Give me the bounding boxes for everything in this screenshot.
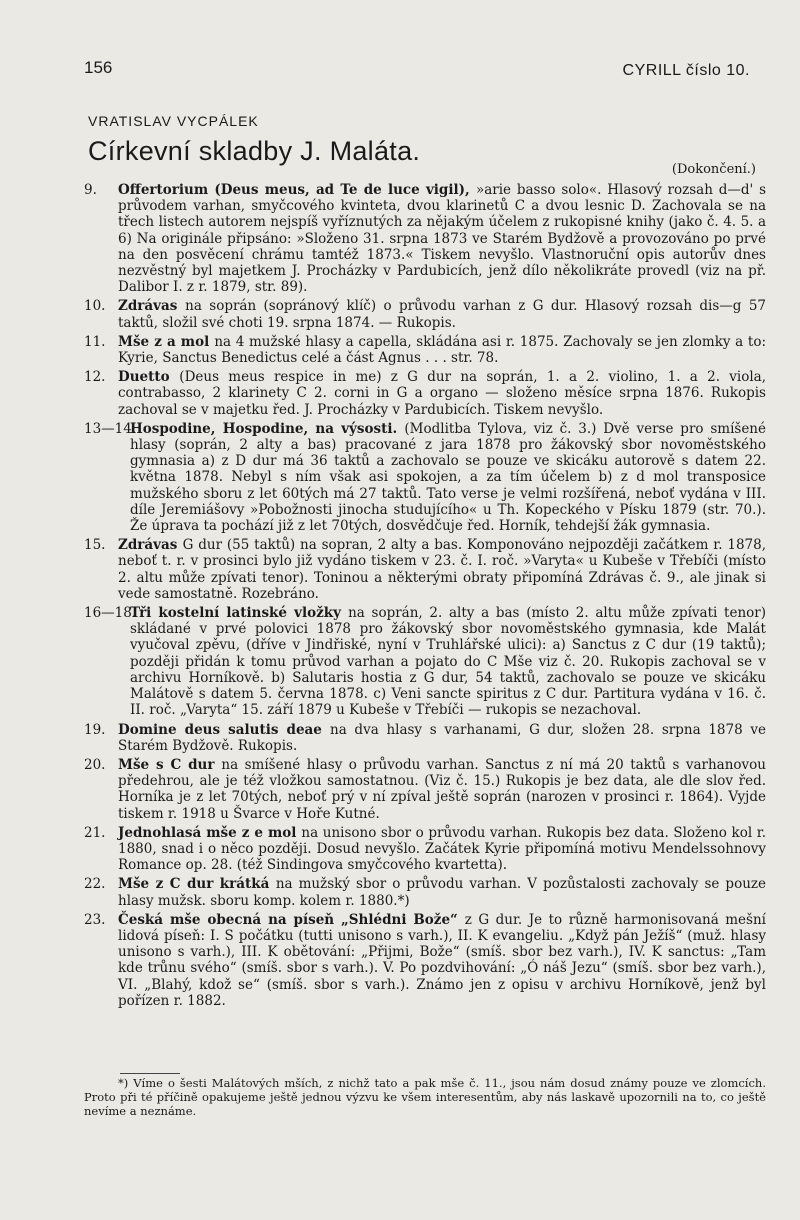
entry-title: Zdrávas	[118, 298, 186, 315]
catalog-entry	[84, 757, 766, 822]
entry-title: Tři kostelní latinské vložky	[130, 605, 349, 622]
article-author: VRATISLAV VYCPÁLEK	[88, 113, 259, 129]
entry-number: 9.	[84, 182, 97, 198]
catalog-entry	[84, 334, 766, 366]
entry-text: na dva hlasy s varhanami, G dur, složen 28. srpna 1878 ve Starém Bydžově. Rukopis.	[118, 721, 766, 754]
entry-text: na soprán (sopránový klíč) o průvodu varhan z G dur. Hlasový rozsah dis—g 57 taktů, složil své choti 19. srpna 1874. — Rukopis.	[118, 298, 767, 331]
entry-text: na smíšené hlasy o průvodu varhan. Sanctus z ní má 20 taktů s varhanovou předehrou, ale je též vložkou samostatnou. (Viz č. 15.) Rukopis je bez data, ale dle slov řed. Horníka je z let 70tých, neboť prý v ní zpíval ještě soprán (narozen v prosinci r. 1864). Vyjde tiskem r. 1918 u Švarce v Hoře Kutné.	[118, 756, 766, 822]
entry-title: Duetto	[118, 369, 180, 386]
entry-number: 11.	[84, 333, 106, 350]
catalog-entry	[84, 182, 766, 295]
entry-title: Zdrávas	[118, 537, 183, 554]
running-title: CYRILL číslo 10.	[622, 62, 750, 79]
catalog-entry	[84, 298, 766, 330]
entry-text: na unisono sbor o průvodu varhan. Rukopis bez data. Složeno kol r. 1880, snad i o něco později. Dosud nevyšlo. Začátek Kyrie připomíná motivu Mendelssohnovy Romance op. 28. (též Sindingova smyčcového kvartetta).	[118, 824, 767, 874]
entry-number: 13—14.	[84, 420, 137, 437]
catalog-entry	[84, 605, 766, 718]
catalog-entries	[84, 182, 766, 1012]
entry-number: 16—18.	[84, 605, 137, 622]
entry-title: Offertorium (Deus meus, ad Te de luce vigil),	[118, 182, 476, 198]
article-title: Církevní skladby J. Maláta.	[88, 136, 421, 166]
entry-number: 23.	[84, 911, 106, 928]
entry-number: 21.	[84, 824, 106, 841]
entry-text: na mužský sbor o průvodu varhan. V pozůstalosti zachovaly se pouze hlasy mužsk. sboru komp. kolem r. 1880.*)	[118, 876, 766, 909]
entry-number: 19.	[84, 721, 106, 738]
article-subnote: (Dokončení.)	[671, 162, 756, 177]
catalog-entry	[84, 369, 766, 418]
catalog-entry	[84, 722, 766, 754]
entry-number: 12.	[84, 369, 106, 386]
entry-text: G dur (55 taktů) na sopran, 2 alty a bas. Komponováno nejpozději začátkem r. 1878, neboť t. r. v prosinci bylo již vydáno tiskem v 23. č. I. roč. »Varyta« u Kubeše v Třebíči (místo 2. altu může zpívati tenor). Toninou a některými obraty připomíná Zdrávas č. 9., ale jinak si vede samostatně. Rozebráno.	[118, 537, 767, 602]
entry-text: (Deus meus respice in me) z G dur na soprán, 1. a 2. violino, 1. a 2. viola, contrabasso, 2 klarinety C 2. corni in G a organo — složeno měsíce srpna 1876. Rukopis zachoval se v majetku řed. J. Procházky v Pardubicích. Tiskem nevyšlo.	[118, 369, 766, 418]
entry-text: (Modlitba Tylova, viz č. 3.) Dvě verse pro smíšené hlasy (soprán, 2 alty a bas) pracované z jara 1878 pro žákovský sbor novoměstského gymnasia a) z D dur má 36 taktů a zachovalo se pouze ve skicáku autorově s datem 22. května 1878. Nebyl s ním však asi spokojen, a za tím účelem b) z d mol transposice mužského sboru z let 60tých má 27 taktů. Tato verse je velmi rozšířená, neboť vydána v III. díle Jeremiášovy »Pobožnosti jinocha studujícího« u Th. Kopeckého v Písku 1879 (str. 70.). Že úprava ta pochází již z let 70tých, dosvědčuje řed. Horník, tehdejší žák gymnasia.	[130, 420, 766, 535]
entry-title: Hospodine, Hospodine, na výsosti.	[130, 420, 405, 437]
entry-title: Mše z a mol	[118, 333, 215, 350]
entry-number: 22.	[84, 876, 106, 893]
catalog-entry	[84, 537, 766, 602]
catalog-entry	[84, 876, 766, 908]
entry-title: Mše s C dur	[118, 756, 222, 773]
entry-title: Česká mše obecná na píseň „Shlédni Bože“	[118, 911, 465, 928]
entry-text: na 4 mužské hlasy a capella, skládána asi r. 1875. Zachovaly se jen zlomky a to: Kyrie, Sanctus Benedictus celé a část Agnus . . . str. 78.	[118, 333, 767, 367]
entry-title: Jednohlasá mše z e mol	[118, 824, 302, 841]
entry-number: 10.	[84, 298, 106, 315]
footnote: *) Víme o šesti Malátových mších, z nichž tato a pak mše č. 11., jsou nám dosud známy pouze ve zlomcích. Proto při té příčině opakujeme ještě jednou výzvu ke všem interesentům, aby nás laskavě upozornili na to, co ještě nevíme a neznáme.	[84, 1076, 766, 1118]
entry-number: 20.	[84, 756, 106, 773]
entry-text: na soprán, 2. alty a bas (místo 2. altu může zpívati tenor) skládané v prvé polovici 1878 pro žákovský sbor novoměstského gymnasia, kde Malát vyučoval zpěvu, (dříve v Jindřiské, nyní v Truhlářské ulici): a) Sanctus z C dur (19 taktů); později přidán k tomu průvod varhan a pojato do C Mše viz č. 20. Rukopis zachoval se v archivu Horníkově. b) Salutaris hostia z G dur, 54 taktů, zachovalo se pouze ve skicáku Malátově s datem 5. června 1878. c) Veni sancte spiritus z C dur. Partitura vydána v 16. č. II. roč. „Varyta“ 15. září 1879 u Kubeše v Třebíči — rukopis se nezachoval.	[130, 605, 766, 719]
entry-title: Domine deus salutis deae	[118, 721, 330, 738]
entry-number: 15.	[84, 537, 106, 554]
catalog-entry	[84, 912, 766, 1009]
entry-text: z G dur. Je to různě harmonisovaná mešní lidová píseň: I. S počátku (tutti unisono s varh.), II. K evangeliu. „Když pán Ježíš“ (muž. hlasy unisono s varh.), III. K obětování: „Přijmi, Bože“ (smíš. sbor bez varh.), IV. K sanctus: „Tam kde trůnu svého“ (smíš. sbor s varh.). V. Po pozdvihování: „Ó náš Jezu“ (smíš. sbor bez varh.), VI. „Blahý, kdož se“ (smíš. sbor s varh.). Známo jen z opisu v archivu Horníkově, jenž byl pořízen r. 1882.	[118, 911, 766, 1009]
catalog-entry	[84, 421, 766, 534]
page-number: 156	[84, 58, 113, 77]
entry-title: Mše z C dur krátká	[118, 876, 276, 893]
catalog-entry	[84, 825, 766, 874]
footnote-divider	[120, 1073, 180, 1074]
entry-text: »arie basso solo«. Hlasový rozsah d—d' s průvodem varhan, smyčcového kvinteta, dvou klarinetů C a dvou lesnic D. Zachovala se na třech listech autorem nejspíš vyříznutých za nějakým účelem z rukopisné knihy (jako č. 4. 5. a 6) Na originále připsáno: »Složeno 31. srpna 1873 ve Starém Bydžově a provozováno po prvé na den posvěcení chrámu tamtéž 1873.« Tiskem nevyšlo. Vlastnoruční opis autorův dnes nezvěstný byl majetkem J. Procházky v Pardubicích, jenž dílo několikráte provedl (viz na př. Dalibor I. z r. 1879, str. 89).	[118, 182, 767, 296]
